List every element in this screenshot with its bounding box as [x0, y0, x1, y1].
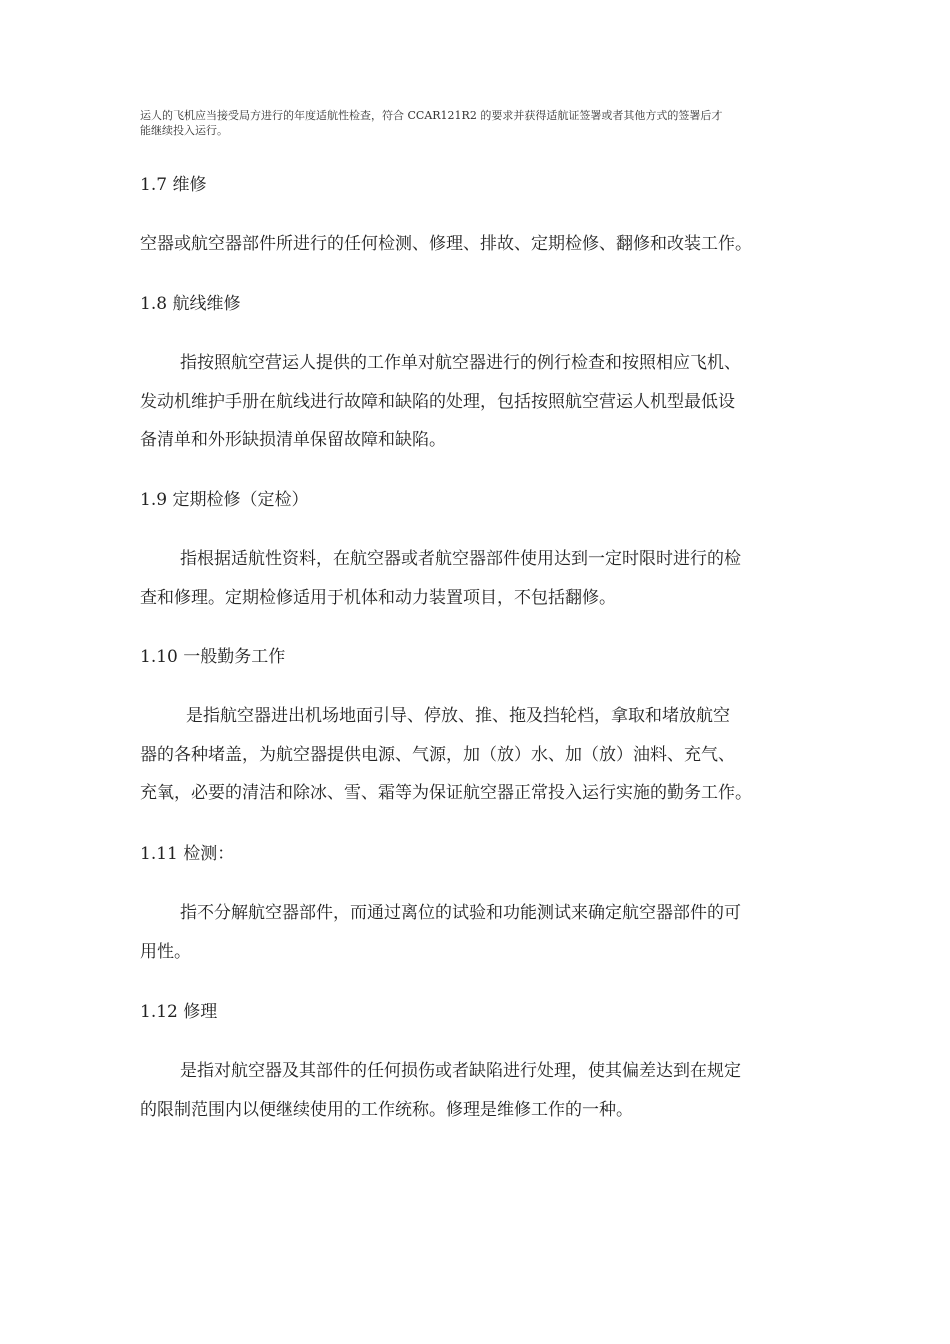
paragraph-line: 指按照航空营运人提供的工作单对航空器进行的例行检查和按照相应飞机、	[180, 353, 741, 373]
paragraph-line: 指不分解航空器部件，而通过离位的试验和功能测试来确定航空器部件的可	[180, 903, 741, 923]
section-heading-1-12: 1.12 修理	[140, 1002, 218, 1022]
paragraph-line: 查和修理。定期检修适用于机体和动力装置项目，不包括翻修。	[140, 587, 616, 608]
section-paragraph-1-9	[140, 540, 822, 617]
paragraph-line: 的限制范围内以便继续使用的工作统称。修理是维修工作的一种。	[140, 1099, 633, 1120]
paragraph-line: 充氧，必要的清洁和除冰、雪、霜等为保证航空器正常投入运行实施的勤务工作。	[140, 783, 752, 803]
section-heading-1-10: 1.10 一般勤务工作	[140, 647, 286, 667]
intro-line-2: 能继续投入运行。	[140, 124, 228, 137]
section-heading-1-7: 1.7 维修	[140, 175, 207, 195]
paragraph-line: 备清单和外形缺损清单保留故障和缺陷。	[140, 430, 446, 450]
section-paragraph-1-7	[140, 225, 822, 264]
intro-line-1: 运人的飞机应当接受局方进行的年度适航性检查，符合 CCAR121R2 的要求并获得适航证签署或者其他方式的签署后才	[140, 109, 723, 122]
section-paragraph-1-8	[140, 344, 822, 460]
paragraph-line: 空器或航空器部件所进行的任何检测、修理、排故、定期检修、翻修和改装工作。	[140, 234, 752, 254]
section-paragraph-1-11	[140, 894, 822, 971]
paragraph-line: 发动机维护手册在航线进行故障和缺陷的处理，包括按照航空营运人机型最低设	[140, 391, 735, 412]
intro-paragraph	[140, 108, 820, 138]
section-heading-1-11: 1.11 检测：	[140, 844, 235, 864]
section-heading-1-9: 1.9 定期检修（定检）	[140, 490, 309, 510]
paragraph-line: 是指对航空器及其部件的任何损伤或者缺陷进行处理，使其偏差达到在规定	[180, 1061, 741, 1081]
section-paragraph-1-10	[140, 697, 822, 813]
section-paragraph-1-12	[140, 1052, 822, 1129]
paragraph-line: 器的各种堵盖，为航空器提供电源、气源，加（放）水、加（放）油料、充气、	[140, 744, 735, 765]
section-heading-1-8: 1.8 航线维修	[140, 294, 241, 314]
paragraph-line: 指根据适航性资料，在航空器或者航空器部件使用达到一定时限时进行的检	[180, 549, 741, 569]
paragraph-line: 是指航空器进出机场地面引导、停放、推、拖及挡轮档，拿取和堵放航空	[186, 706, 730, 726]
paragraph-line: 用性。	[140, 941, 191, 962]
